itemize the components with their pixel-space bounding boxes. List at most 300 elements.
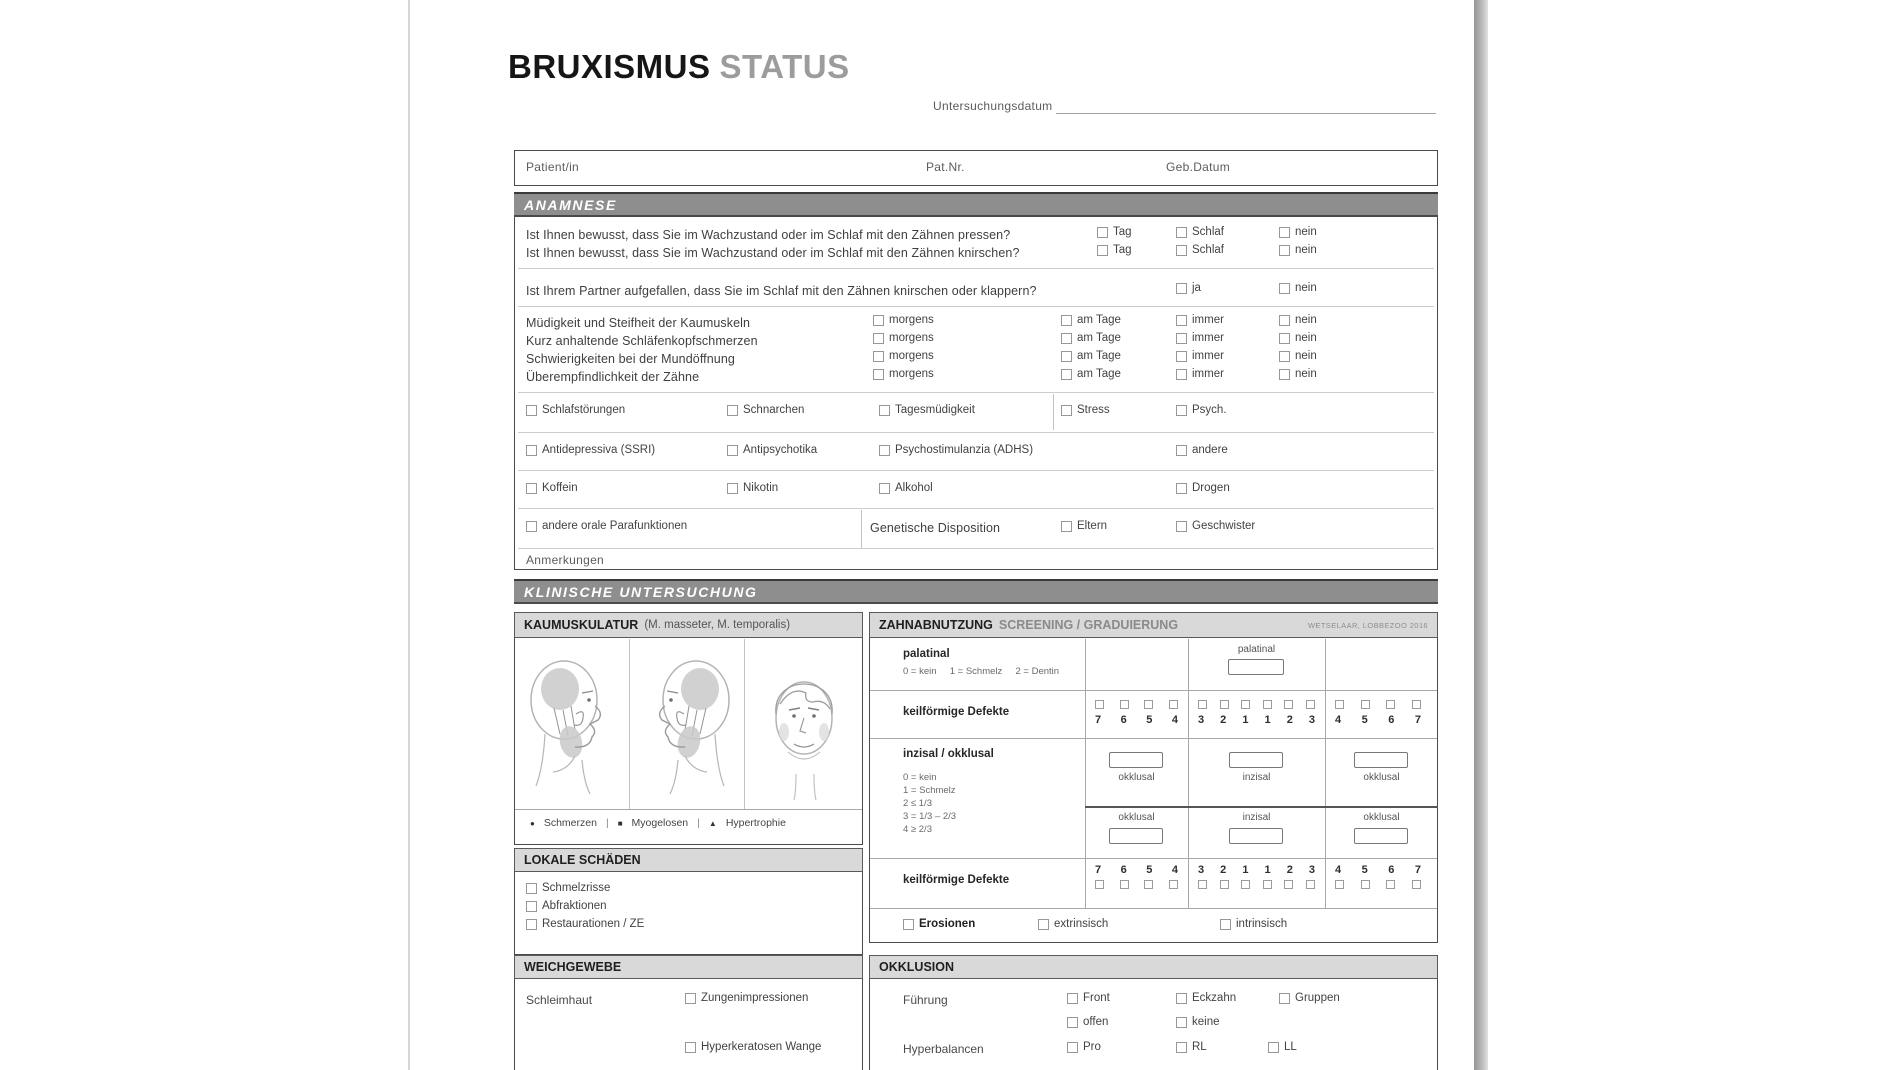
checkbox-label: Stress [1077,404,1110,416]
palatinal-scale: 0 = kein 1 = Schmelz 2 = Dentin [903,666,1060,677]
cb-symptom1-nein[interactable] [1279,314,1317,326]
kaumuskulatur-header-bar [514,612,863,638]
checkbox-label: Schmelzrisse [542,882,611,894]
hypertrophy-marker-icon: ▲ [708,818,717,828]
okklusion-header-label: OKKLUSION [879,960,954,974]
checkbox-icon[interactable] [903,919,914,930]
checkbox-label: Schnarchen [743,404,805,416]
checkbox-icon[interactable] [685,993,696,1004]
checkbox-icon[interactable] [1061,369,1072,380]
patient-number-label: Pat.Nr. [926,160,965,174]
checkbox-label: Tag [1113,226,1132,238]
upper-caption-right: okklusal [1118,772,1155,783]
cb-press-tag[interactable] [1097,226,1132,238]
checkbox-icon[interactable] [526,919,537,930]
checkbox-icon[interactable] [1120,880,1129,889]
checkbox-icon[interactable] [526,521,537,532]
cb-partner-ja[interactable] [1176,282,1201,294]
upper-okklusal-score-box-left[interactable] [1354,752,1408,768]
keil-defekte-label-lower: keilförmige Defekte [903,874,1010,886]
checkbox-label: immer [1192,368,1224,380]
checkbox-icon[interactable] [1386,700,1395,709]
cb-erosion-intrinsisch[interactable] [1220,918,1287,930]
legend-separator: | [605,817,609,829]
lokale-schaeden-header-bar [514,848,863,872]
cb-fuehrung-keine[interactable] [1176,1016,1220,1028]
checkbox-label: morgens [889,350,934,362]
divider [518,432,1434,433]
checkbox-icon[interactable] [526,483,537,494]
lower-okklusal-score-box-left[interactable] [1354,828,1408,844]
checkbox-label: LL [1284,1041,1297,1053]
cb-symptom2-immer[interactable] [1176,332,1224,344]
cb-press-nein[interactable] [1279,226,1317,238]
checkbox-icon[interactable] [1279,283,1290,294]
page-title-bold: BRUXISMUS [508,48,711,85]
checkbox-icon[interactable] [526,445,537,456]
divider [861,510,862,548]
checkbox-label: am Tage [1077,368,1121,380]
incisal-scale-line: 4 ≥ 2/3 [903,824,932,835]
cb-symptom1-amtage[interactable] [1061,314,1121,326]
checkbox-icon[interactable] [1412,700,1421,709]
checkbox-icon[interactable] [1268,1042,1279,1053]
checkbox-icon[interactable] [1176,1042,1187,1053]
checkbox-icon[interactable] [1198,880,1207,889]
cb-symptom3-morgens[interactable] [873,350,934,362]
cb-symptom4-morgens[interactable] [873,368,934,380]
checkbox-label: Schlaf [1192,226,1224,238]
inzisal-okklusal-label: inzisal / okklusal [903,748,994,760]
checkbox-icon[interactable] [1067,1017,1078,1028]
checkbox-icon[interactable] [1176,245,1187,256]
checkbox-label: nein [1295,282,1317,294]
cb-tagesmuedigkeit[interactable] [879,404,975,416]
okklusion-header-bar [869,955,1438,979]
divider [870,858,1437,859]
cb-symptom1-morgens[interactable] [873,314,934,326]
checkbox-icon[interactable] [1412,880,1421,889]
cb-restaurationen[interactable] [526,918,644,930]
divider [744,639,745,809]
checkbox-label: nein [1295,350,1317,362]
keil-lower-checkboxes-q2 [1335,880,1421,889]
checkbox-icon[interactable] [526,901,537,912]
checkbox-icon[interactable] [879,483,890,494]
legend-label-hypertrophie: Hypertrophie [725,817,786,829]
checkbox-label: nein [1295,244,1317,256]
teeth-digits-lower-front: 3 2 1 1 2 3 [1198,864,1315,876]
checkbox-icon[interactable] [1061,315,1072,326]
patient-name-label: Patient/in [526,160,580,174]
cb-fuehrung-eckzahn[interactable] [1176,992,1236,1004]
checkbox-label: Eckzahn [1192,992,1237,1004]
notes-label: Anmerkungen [526,553,605,567]
head-profile-right-image [520,648,624,806]
checkbox-icon[interactable] [1279,351,1290,362]
cb-symptom2-nein[interactable] [1279,332,1317,344]
cb-geschwister[interactable] [1176,520,1255,532]
checkbox-icon[interactable] [727,405,738,416]
checkbox-icon[interactable] [1279,245,1290,256]
cb-hyperkeratosen-wange[interactable] [685,1041,821,1053]
question-press: Ist Ihnen bewusst, dass Sie im Wachzustand oder im Schlaf mit den Zähnen pressen? [526,228,1011,242]
cb-fuehrung-offen[interactable] [1067,1016,1108,1028]
divider [870,738,1437,739]
checkbox-label: Psychostimulanzia (ADHS) [895,444,1034,456]
checkbox-icon[interactable] [1284,700,1293,709]
cb-psychostimulanzia[interactable] [879,444,1033,456]
patient-box [514,150,1438,186]
checkbox-label: nein [1295,226,1317,238]
cb-erosion-extrinsisch[interactable] [1038,918,1108,930]
checkbox-label: Tag [1113,244,1132,256]
divider [870,690,1437,691]
checkbox-icon[interactable] [879,445,890,456]
cb-schmelzrisse[interactable] [526,882,610,894]
teeth-digits-upper-front: 3 2 1 1 2 3 [1198,714,1315,726]
checkbox-icon[interactable] [727,445,738,456]
cb-alkohol[interactable] [879,482,933,494]
checkbox-icon[interactable] [1067,993,1078,1004]
zahnabnutzung-header-light: SCREENING / GRADUIERUNG [998,618,1179,632]
checkbox-icon[interactable] [1306,880,1315,889]
schleimhaut-label: Schleimhaut [526,993,593,1007]
checkbox-label: immer [1192,314,1224,326]
checkbox-label: andere [1192,444,1228,456]
checkbox-label: ja [1192,282,1201,294]
cb-symptom3-immer[interactable] [1176,350,1224,362]
checkbox-label: Gruppen [1295,992,1340,1004]
checkbox-icon[interactable] [1241,880,1250,889]
checkbox-icon[interactable] [1169,880,1178,889]
checkbox-icon[interactable] [1241,700,1250,709]
cb-hyper-rl[interactable] [1176,1041,1207,1053]
lower-caption-left: okklusal [1363,812,1400,823]
checkbox-icon[interactable] [1176,351,1187,362]
checkbox-icon[interactable] [1176,315,1187,326]
keil-lower-checkboxes-front [1198,880,1315,889]
divider [518,548,1434,549]
checkbox-label: extrinsisch [1054,918,1109,930]
cb-grind-schlaf[interactable] [1176,244,1224,256]
cb-koffein[interactable] [526,482,578,494]
checkbox-icon[interactable] [1361,880,1370,889]
cb-symptom3-nein[interactable] [1279,350,1317,362]
divider [515,809,862,810]
cb-nikotin[interactable] [727,482,778,494]
checkbox-icon[interactable] [526,405,537,416]
teeth-digits-upper-q1: 7 6 5 4 [1095,714,1178,726]
checkbox-icon[interactable] [1220,919,1231,930]
checkbox-label: Tagesmüdigkeit [895,404,975,416]
checkbox-icon[interactable] [873,351,884,362]
checkbox-label: am Tage [1077,332,1121,344]
genetic-disposition-label: Genetische Disposition [870,521,1001,535]
checkbox-label: Drogen [1192,482,1230,494]
checkbox-icon[interactable] [1198,700,1207,709]
divider [518,508,1434,509]
incisal-scale-line: 3 = 1/3 – 2/3 [903,811,957,822]
cb-partner-nein[interactable] [1279,282,1317,294]
checkbox-icon[interactable] [1176,369,1187,380]
symptom-row-label: Kurz anhaltende Schläfenkopfschmerzen [526,334,758,348]
checkbox-icon[interactable] [1176,445,1187,456]
checkbox-icon[interactable] [1335,880,1344,889]
incisal-scale-line: 0 = kein [903,772,937,783]
upper-okklusal-score-box-right[interactable] [1109,752,1163,768]
checkbox-icon[interactable] [1144,880,1153,889]
cb-symptom4-immer[interactable] [1176,368,1224,380]
checkbox-label: Zungenimpressionen [701,992,809,1004]
myogelosis-marker-icon: ■ [617,818,623,828]
checkbox-icon[interactable] [1144,700,1153,709]
checkbox-icon[interactable] [1097,227,1108,238]
hyperbalancen-label: Hyperbalancen [903,1042,984,1056]
checkbox-icon[interactable] [1176,483,1187,494]
checkbox-icon[interactable] [873,315,884,326]
checkbox-label: morgens [889,314,934,326]
cb-eltern[interactable] [1061,520,1107,532]
cb-hyper-pro[interactable] [1067,1041,1101,1053]
checkbox-label: Nikotin [743,482,779,494]
anamnese-header-bar [514,192,1438,217]
okklusion-box [869,979,1438,1070]
cb-fuehrung-gruppen[interactable] [1279,992,1340,1004]
checkbox-label: andere orale Parafunktionen [542,520,688,532]
incisal-scale-line: 2 ≤ 1/3 [903,798,932,809]
cb-symptom2-amtage[interactable] [1061,332,1121,344]
checkbox-icon[interactable] [1038,919,1049,930]
checkbox-icon[interactable] [1386,880,1395,889]
checkbox-label: Alkohol [895,482,933,494]
cb-hyper-ll[interactable] [1268,1041,1297,1053]
checkbox-icon[interactable] [1120,700,1129,709]
checkbox-icon[interactable] [879,405,890,416]
checkbox-icon[interactable] [1306,700,1315,709]
kaumuskulatur-header-light: (M. masseter, M. temporalis) [644,619,791,631]
checkbox-icon[interactable] [1097,245,1108,256]
cb-drogen[interactable] [1176,482,1230,494]
checkbox-icon[interactable] [1176,521,1187,532]
divider [518,268,1434,269]
upper-caption-front: inzisal [1242,772,1271,783]
keil-upper-checkboxes-q1 [1095,700,1178,709]
checkbox-label: am Tage [1077,350,1121,362]
checkbox-icon[interactable] [1061,521,1072,532]
page-right-edge-shadow [1474,0,1488,1070]
checkbox-label: Geschwister [1192,520,1256,532]
lower-okklusal-score-box-right[interactable] [1109,828,1163,844]
checkbox-label: Hyperkeratosen Wange [701,1041,822,1053]
exam-date-label: Untersuchungsdatum [933,99,1053,113]
incisal-scale-line: 1 = Schmelz [903,785,956,796]
checkbox-icon[interactable] [1279,333,1290,344]
cb-press-schlaf[interactable] [1176,226,1224,238]
checkbox-icon[interactable] [526,883,537,894]
palatinal-score-box[interactable] [1228,659,1284,675]
page-title-light: STATUS [719,48,850,85]
divider [629,639,630,809]
upper-caption-left: okklusal [1363,772,1400,783]
checkbox-icon[interactable] [1279,227,1290,238]
cb-schnarchen[interactable] [727,404,804,416]
checkbox-icon[interactable] [1279,369,1290,380]
keil-upper-checkboxes-q2 [1335,700,1421,709]
keil-lower-checkboxes-q1 [1095,880,1178,889]
checkbox-label: Schlaf [1192,244,1224,256]
keil-upper-checkboxes-front [1198,700,1315,709]
checkbox-icon[interactable] [1279,993,1290,1004]
teeth-digits-upper-q2: 4 5 6 7 [1335,714,1421,726]
checkbox-icon[interactable] [1263,700,1272,709]
checkbox-label: Antipsychotika [743,444,818,456]
kaumuskulatur-header-bold: KAUMUSKULATUR [524,618,639,632]
checkbox-label: Restaurationen / ZE [542,918,645,930]
divider [518,470,1434,471]
symptom-row-label: Schwierigkeiten bei der Mundöffnung [526,352,735,366]
lower-inzisal-score-box[interactable] [1229,828,1283,844]
cb-antipsychotika[interactable] [727,444,817,456]
head-frontal-image [752,648,856,806]
checkbox-label: nein [1295,314,1317,326]
legend-label-schmerzen: Schmerzen [543,817,597,829]
checkbox-icon[interactable] [1361,700,1370,709]
checkbox-label: Pro [1083,1041,1101,1053]
patient-dob-label: Geb.Datum [1166,160,1231,174]
checkbox-label: Abfraktionen [542,900,607,912]
cb-zungenimpressionen[interactable] [685,992,808,1004]
checkbox-icon[interactable] [1176,227,1187,238]
cb-schlafstoerungen[interactable] [526,404,625,416]
checkbox-label: Antidepressiva (SSRI) [542,444,656,456]
question-partner: Ist Ihrem Partner aufgefallen, dass Sie im Schlaf mit den Zähnen knirschen oder klappern? [526,284,1037,298]
checkbox-label: intrinsisch [1236,918,1288,930]
checkbox-label: morgens [889,368,934,380]
lokale-schaeden-header-label: LOKALE SCHÄDEN [524,853,641,867]
checkbox-label: nein [1295,332,1317,344]
pain-marker-icon: ● [530,818,535,828]
checkbox-label: Eltern [1077,520,1108,532]
cb-stress[interactable] [1061,404,1110,416]
lower-caption-right: okklusal [1118,812,1155,823]
divider [870,908,1437,909]
weichgewebe-header-label: WEICHGEWEBE [524,960,622,974]
legend-separator: | [697,817,700,829]
cb-grind-tag[interactable] [1097,244,1132,256]
checkbox-label: Schlafstörungen [542,404,626,416]
cb-grind-nein[interactable] [1279,244,1317,256]
checkbox-icon[interactable] [1220,700,1229,709]
fuehrung-label: Führung [903,993,948,1007]
exam-date-input-line[interactable] [1056,113,1436,114]
cb-psych[interactable] [1176,404,1227,416]
cb-symptom3-amtage[interactable] [1061,350,1121,362]
divider [1053,394,1054,430]
page-left-edge-shadow [408,0,410,1070]
checkbox-icon[interactable] [1061,333,1072,344]
cb-andere-medikamente[interactable] [1176,444,1228,456]
weichgewebe-header-bar [514,955,863,979]
keil-defekte-label: keilförmige Defekte [903,706,1010,718]
cb-abfraktionen[interactable] [526,900,607,912]
teeth-digits-lower-q2: 4 5 6 7 [1335,864,1421,876]
checkbox-label: Koffein [542,482,578,494]
cb-symptom1-immer[interactable] [1176,314,1224,326]
zahnabnutzung-header-bold: ZAHNABNUTZUNG [879,618,993,632]
cb-antidepressiva[interactable] [526,444,655,456]
divider [518,392,1434,393]
checkbox-icon[interactable] [873,333,884,344]
checkbox-icon[interactable] [1095,880,1104,889]
checkbox-label: nein [1295,368,1317,380]
jaw-divider [1085,806,1438,808]
checkbox-icon[interactable] [1176,283,1187,294]
checkbox-icon[interactable] [1067,1042,1078,1053]
cb-erosionen[interactable] [903,918,975,930]
checkbox-label: Psych. [1192,404,1227,416]
page-title [508,48,850,86]
zahnabnutzung-header-note: WETSELAAR, LOBBEZOO 2016 [1307,620,1428,630]
checkbox-label: immer [1192,332,1224,344]
checkbox-icon[interactable] [1095,700,1104,709]
symptom-row-label: Überempfindlichkeit der Zähne [526,370,700,384]
checkbox-icon[interactable] [727,483,738,494]
checkbox-icon[interactable] [873,369,884,380]
checkbox-label: am Tage [1077,314,1121,326]
checkbox-label: Erosionen [919,918,976,930]
checkbox-icon[interactable] [1176,993,1187,1004]
legend-label-myogelosen: Myogelosen [631,817,689,829]
clinical-header-bar [514,579,1438,604]
cb-fuehrung-front[interactable] [1067,992,1110,1004]
anamnese-header-label: ANAMNESE [524,196,617,213]
divider [518,306,1434,307]
checkbox-icon[interactable] [1176,1017,1187,1028]
checkbox-icon[interactable] [1061,405,1072,416]
cb-symptom4-nein[interactable] [1279,368,1317,380]
checkbox-icon[interactable] [1176,405,1187,416]
cb-symptom4-amtage[interactable] [1061,368,1121,380]
checkbox-label: offen [1083,1016,1109,1028]
checkbox-icon[interactable] [1061,351,1072,362]
clinical-header-label: KLINISCHE UNTERSUCHUNG [524,583,758,600]
checkbox-icon[interactable] [1279,315,1290,326]
checkbox-icon[interactable] [1176,333,1187,344]
teeth-digits-lower-q1: 7 6 5 4 [1095,864,1178,876]
cb-parafunktionen[interactable] [526,520,687,532]
checkbox-icon[interactable] [1169,700,1178,709]
scanned-form-page [408,0,1488,1070]
symptom-row-label: Müdigkeit und Steifheit der Kaumuskeln [526,316,751,330]
head-profile-left-image [636,648,740,806]
checkbox-label: immer [1192,350,1224,362]
checkbox-icon[interactable] [1220,880,1229,889]
question-grind: Ist Ihnen bewusst, dass Sie im Wachzustand oder im Schlaf mit den Zähnen knirschen? [526,246,1020,260]
palatinal-label: palatinal [903,648,950,660]
checkbox-icon[interactable] [1284,880,1293,889]
checkbox-label: morgens [889,332,934,344]
muscle-legend [530,817,786,829]
checkbox-icon[interactable] [1335,700,1344,709]
checkbox-label: keine [1192,1016,1220,1028]
palatinal-box-caption: palatinal [1237,644,1276,655]
checkbox-icon[interactable] [1263,880,1272,889]
checkbox-icon[interactable] [685,1042,696,1053]
checkbox-label: RL [1192,1041,1207,1053]
upper-inzisal-score-box[interactable] [1229,752,1283,768]
cb-symptom2-morgens[interactable] [873,332,934,344]
